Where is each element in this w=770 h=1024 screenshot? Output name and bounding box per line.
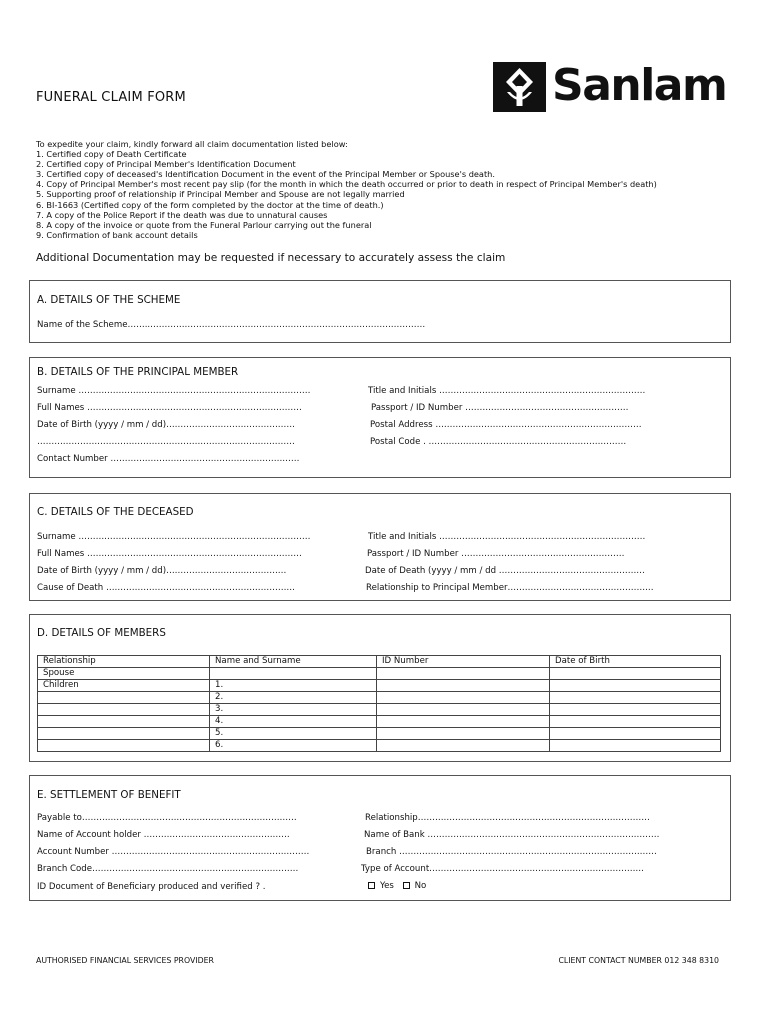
id-cell[interactable] [377, 680, 550, 692]
table-row [38, 692, 721, 704]
bank-name-field[interactable]: Name of Bank ……………………………………………………………………… [364, 830, 660, 840]
footer-contact-number: CLIENT CONTACT NUMBER 012 348 8310 [558, 956, 719, 965]
section-c-title: C. DETAILS OF THE DECEASED [37, 506, 194, 518]
table-row [38, 704, 721, 716]
id-cell[interactable] [377, 728, 550, 740]
yes-label: Yes [380, 881, 394, 891]
footer-fsp: AUTHORISED FINANCIAL SERVICES PROVIDER [36, 956, 214, 965]
principal-postal-code-field[interactable]: Postal Code . …………………………………………………………… [370, 437, 627, 447]
payable-to-field[interactable]: Payable to………………………………………………………………… [37, 813, 297, 823]
id-cell[interactable] [377, 740, 550, 752]
deceased-passport-id-field[interactable]: Passport / ID Number ………………………………………………… [367, 549, 625, 559]
dob-cell[interactable] [550, 680, 721, 692]
id-produced-label: ID Document of Beneficiary produced and verified ? . [37, 882, 266, 892]
table-row [38, 740, 721, 752]
table-row [38, 680, 721, 692]
instruction-item: 5. Supporting proof of relationship if Principal Member and Spouse are not legally married [36, 189, 405, 200]
form-title: FUNERAL CLAIM FORM [36, 90, 186, 105]
header-id-number: ID Number [377, 656, 550, 668]
principal-title-initials-field[interactable]: Title and Initials ……………………………………………………………… [368, 386, 646, 396]
id-cell[interactable] [377, 668, 550, 680]
no-label: No [414, 881, 427, 891]
account-holder-field[interactable]: Name of Account holder …………………………………………… [37, 830, 290, 840]
dob-cell[interactable] [550, 716, 721, 728]
section-e-title: E. SETTLEMENT OF BENEFIT [37, 789, 181, 801]
scheme-name-field[interactable]: Name of the Scheme……..…………………………………………………………………………………… [37, 320, 426, 330]
name-cell[interactable]: 5. [210, 728, 377, 740]
instruction-item: 1. Certified copy of Death Certificate [36, 149, 187, 160]
relationship-cell [38, 728, 210, 740]
name-cell[interactable]: 3. [210, 704, 377, 716]
members-table [37, 655, 721, 752]
name-cell[interactable]: 2. [210, 692, 377, 704]
relationship-cell [38, 704, 210, 716]
relationship-cell [38, 692, 210, 704]
instruction-item: 9. Confirmation of bank account details [36, 229, 198, 240]
instruction-item: 3. Certified copy of deceased's Identification Document in the event of the Principal Member or Spouse's death. [36, 169, 495, 180]
header-date-of-birth: Date of Birth [550, 656, 721, 668]
section-settlement [29, 775, 731, 901]
id-cell[interactable] [377, 692, 550, 704]
instruction-item: 4. Copy of Principal Member's most recent pay slip (for the month in which the death occurred or prior to death in respect of Principal Member's death) [36, 179, 657, 190]
section-members [29, 614, 731, 762]
section-a-title: A. DETAILS OF THE SCHEME [37, 294, 181, 306]
dob-cell[interactable] [550, 704, 721, 716]
name-cell[interactable] [210, 668, 377, 680]
branch-field[interactable]: Branch ……………………………………………………………………………… [366, 847, 657, 857]
table-row [38, 668, 721, 680]
relationship-cell: Children [38, 680, 210, 692]
sanlam-anchor-icon [493, 62, 546, 112]
table-row [38, 728, 721, 740]
deceased-dob-field[interactable]: Date of Birth (yyyy / mm / dd)…………………………………… [37, 566, 287, 576]
principal-surname-field[interactable]: Surname ……………………………………………………………………… [37, 386, 311, 396]
section-deceased [29, 493, 731, 601]
instruction-item: 7. A copy of the Police Report if the death was due to unnatural causes [36, 209, 328, 220]
id-cell[interactable] [377, 716, 550, 728]
beneficiary-relationship-field[interactable]: Relationship……………………………………………………………………… [365, 813, 650, 823]
header-name-surname: Name and Surname [210, 656, 377, 668]
additional-documentation-note: Additional Documentation may be requested if necessary to accurately assess the claim [36, 252, 506, 264]
instruction-item: 8. A copy of the invoice or quote from the Funeral Parlour carrying out the funeral [36, 219, 372, 230]
section-principal-member [29, 357, 731, 478]
account-type-field[interactable]: Type of Account………………………………………………………………… [361, 864, 645, 874]
branch-code-field[interactable]: Branch Code……………………………………………………………… [37, 864, 299, 874]
header-relationship: Relationship [38, 656, 210, 668]
relationship-cell [38, 740, 210, 752]
dob-cell[interactable] [550, 728, 721, 740]
principal-contact-number-field[interactable]: Contact Number ………………………………………………………… [37, 454, 300, 464]
no-checkbox[interactable] [403, 882, 410, 889]
deceased-cause-field[interactable]: Cause of Death ………………………………………………………… [37, 583, 296, 593]
section-d-title: D. DETAILS OF MEMBERS [37, 627, 166, 639]
instructions-intro: To expedite your claim, kindly forward all claim documentation listed below: [36, 139, 348, 149]
deceased-title-initials-field[interactable]: Title and Initials ……………………………………………………………… [368, 532, 646, 542]
deceased-surname-field[interactable]: Surname ……………………………………………………………………… [37, 532, 311, 542]
principal-passport-id-field[interactable]: Passport / ID Number ………………………………………………… [371, 403, 629, 413]
table-row [38, 716, 721, 728]
deceased-full-names-field[interactable]: Full Names ………………………………………………………………… [37, 549, 302, 559]
deceased-dod-field[interactable]: Date of Death (yyyy / mm / dd …………………………………………… [365, 566, 645, 576]
relationship-cell [38, 716, 210, 728]
account-number-field[interactable]: Account Number …………………………………………………………… [37, 847, 310, 857]
logo-wordmark: Sanlam [552, 60, 727, 111]
name-cell[interactable]: 4. [210, 716, 377, 728]
principal-full-names-field[interactable]: Full Names ………………………………………………………………… [37, 403, 302, 413]
dob-cell[interactable] [550, 740, 721, 752]
principal-dob-field[interactable]: Date of Birth (yyyy / mm / dd)……………………………………… [37, 420, 295, 430]
members-table-header [38, 656, 721, 668]
principal-postal-address-field[interactable]: Postal Address ……………………………………………………………… [370, 420, 642, 430]
deceased-relationship-field[interactable]: Relationship to Principal Member…………………………………………… [366, 583, 654, 593]
dob-cell[interactable] [550, 692, 721, 704]
instruction-item: 6. BI-1663 (Certified copy of the form completed by the doctor at the time of death.) [36, 199, 384, 210]
section-b-title: B. DETAILS OF THE PRINCIPAL MEMBER [37, 366, 239, 378]
name-cell[interactable]: 6. [210, 740, 377, 752]
section-scheme [29, 280, 731, 343]
sanlam-logo [493, 62, 745, 112]
id-cell[interactable] [377, 704, 550, 716]
relationship-cell: Spouse [38, 668, 210, 680]
id-produced-options [368, 881, 426, 891]
instructions [36, 139, 657, 240]
instruction-item: 2. Certified copy of Principal Member's Identification Document [36, 159, 296, 170]
dob-cell[interactable] [550, 668, 721, 680]
name-cell[interactable]: 1. [210, 680, 377, 692]
principal-address-line-field[interactable]: ……………………………………………………………………………… [37, 437, 295, 447]
yes-checkbox[interactable] [368, 882, 375, 889]
